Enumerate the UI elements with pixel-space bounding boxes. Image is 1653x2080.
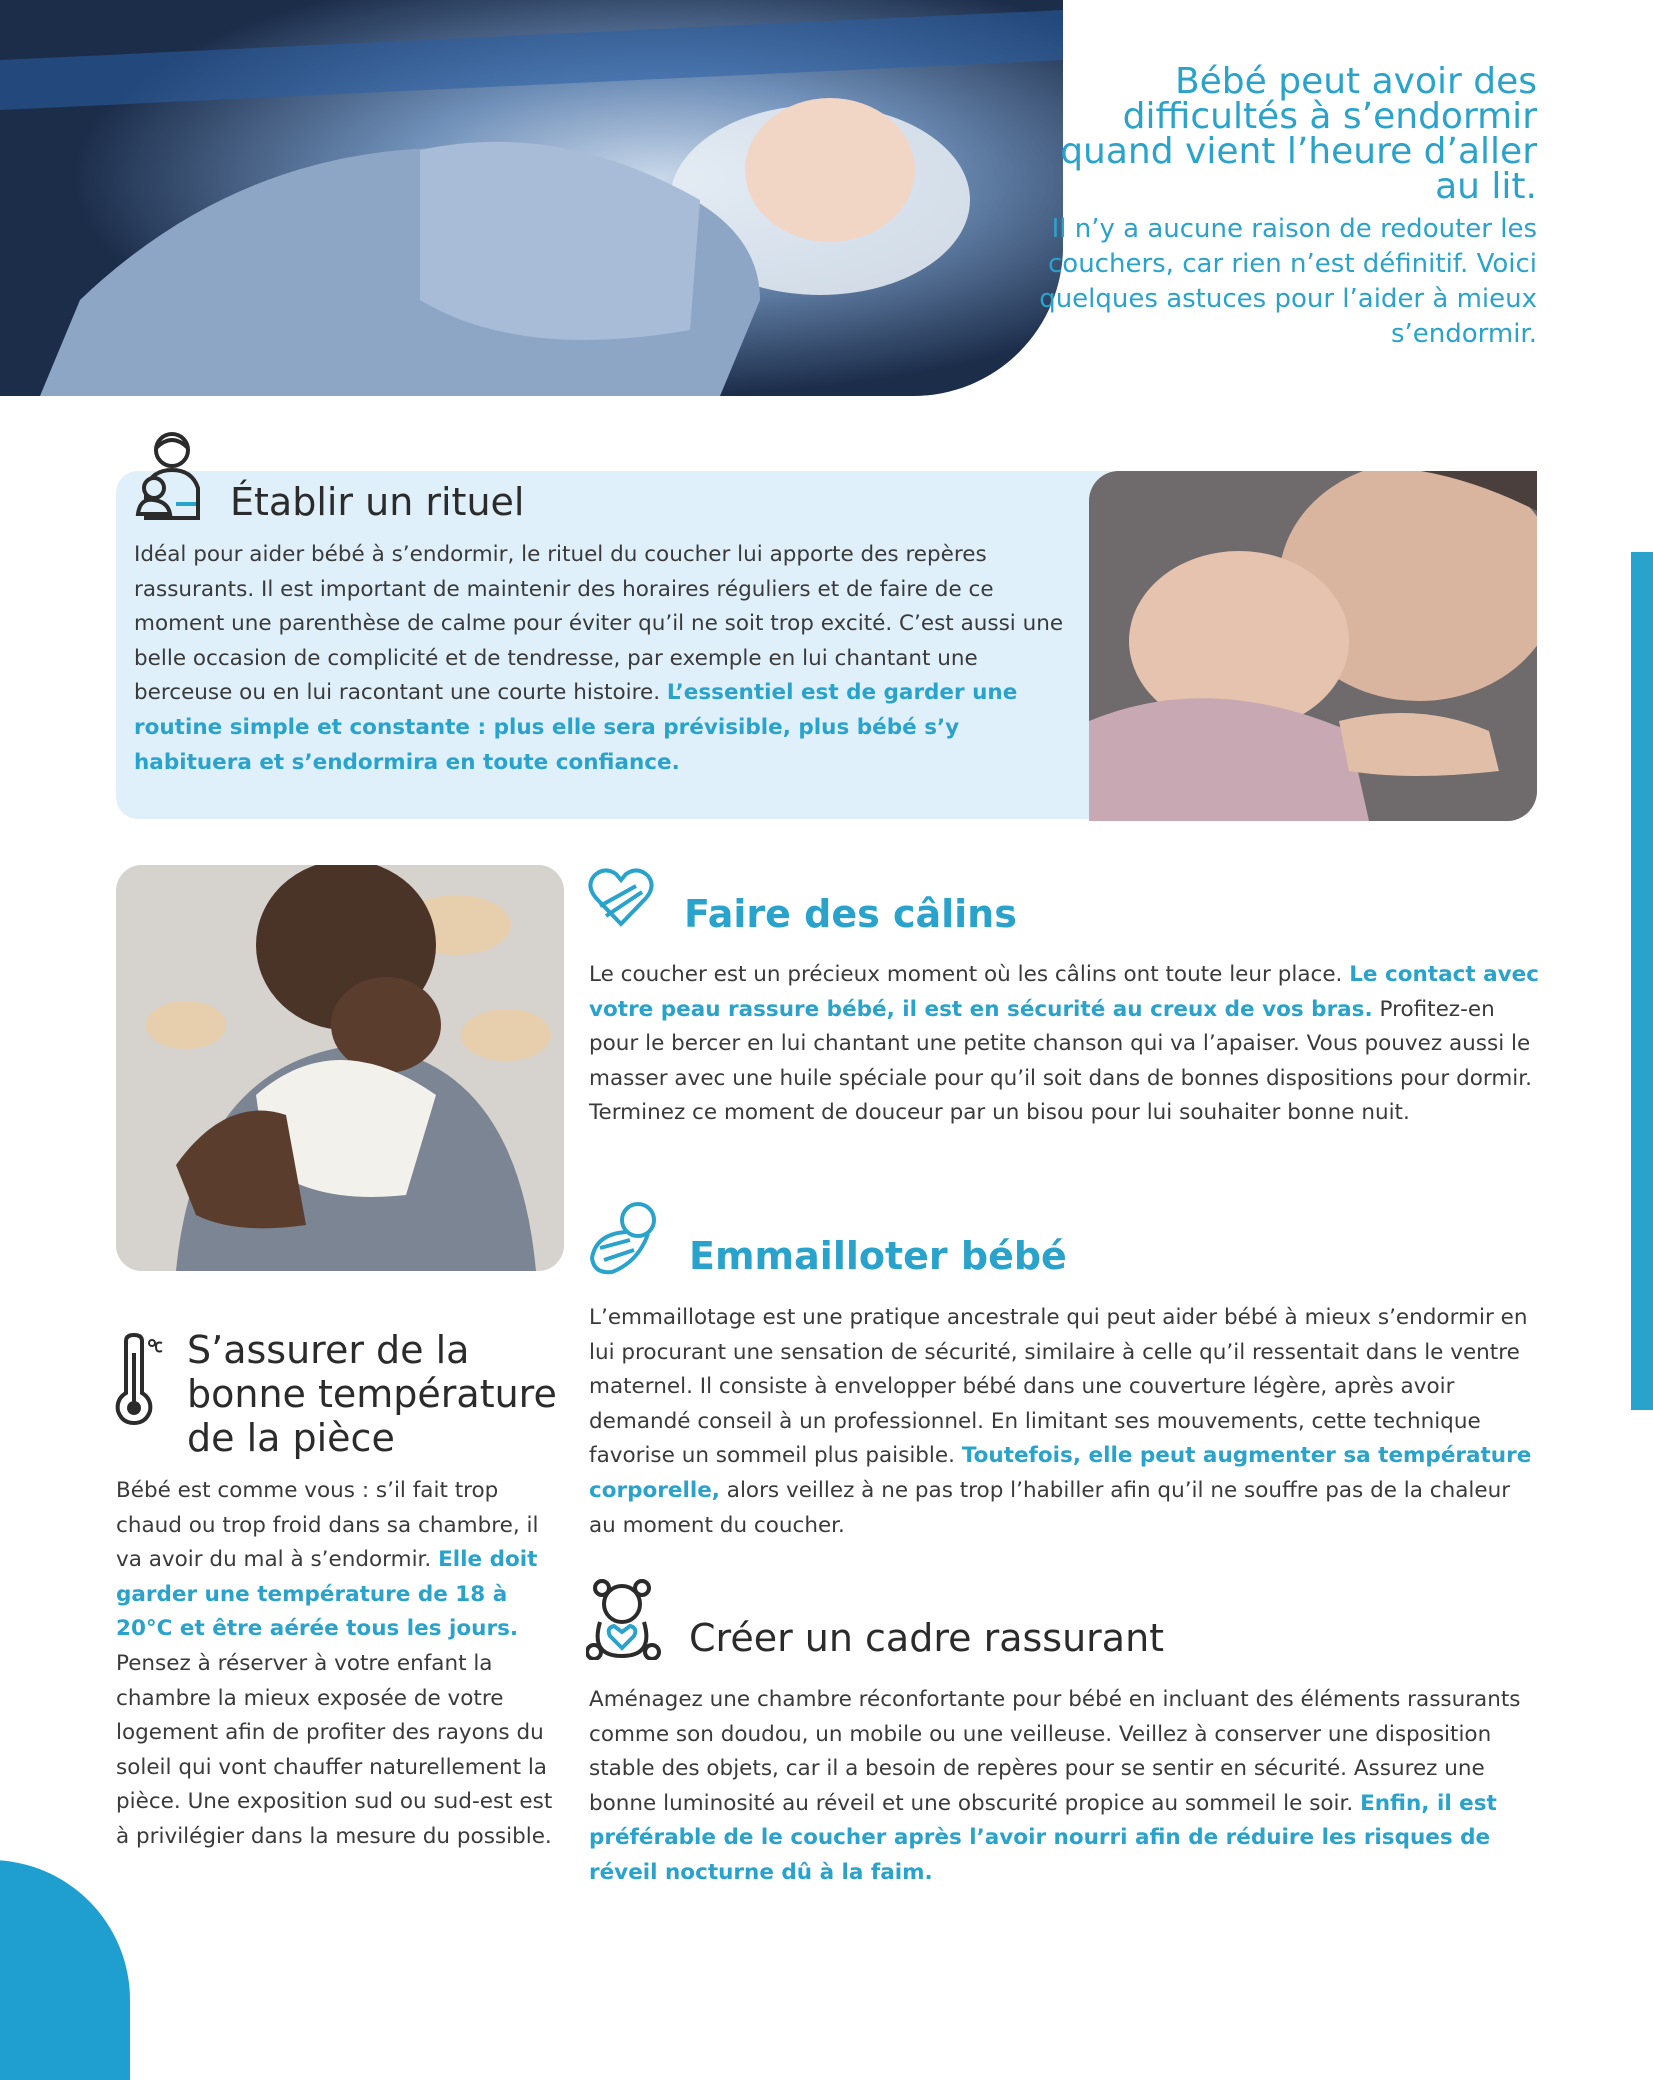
accent-bar — [1631, 552, 1653, 1410]
temperature-body-1: Bébé est comme vous : s’il fait trop chaud ou trop froid dans sa chambre, il va avoir du mal à s’endormir. — [116, 1478, 539, 1573]
intro-text: Il n’y a aucune raison de redouter les couchers, car rien n’est définitif. Voici quelques astuces pour l’aider à mieux s’endormir. — [1039, 214, 1537, 349]
calins-body-1: Le coucher est un précieux moment où les câlins ont toute leur place. — [589, 962, 1350, 987]
cadre-title: Créer un cadre rassurant — [689, 1616, 1165, 1660]
hero-photo-sleeping-baby — [0, 0, 1063, 396]
calins-body-2: Profitez-en pour le bercer en lui chantant une petite chanson qui va l’apaiser. Vous pouvez aussi le masser avec une huile spéciale pour qu’il soit dans de bonnes dispositions pour dormir. Terminez ce moment de douceur par un bisou pour lui souhaiter bonne nuit. — [589, 996, 1532, 1126]
sleeping-baby-illustration — [0, 0, 1063, 396]
calins-title: Faire des câlins — [684, 892, 1017, 936]
mother-baby-icon — [130, 428, 206, 520]
temperature-title: S’assurer de la bonne température de la pièce — [187, 1328, 557, 1460]
cadre-highlight: Enfin, il est préférable de le coucher après l’avoir nourri afin de réduire les risques de réveil nocturne dû à la faim. — [589, 1790, 1497, 1885]
emmailloter-title: Emmailloter bébé — [689, 1234, 1067, 1278]
emmailloter-text — [589, 1301, 1539, 1543]
cadre-body-1: Aménagez une chambre réconfortante pour bébé en incluant des éléments rassurants comme son doudou, un mobile ou une veilleuse. Veillez à conserver une disposition stable des objets, car il a besoin de repères pour se sentir en sécurité. Assurez une bonne luminosité au réveil et une obscurité propice au sommeil le soir. — [589, 1687, 1521, 1816]
intro-title: Bébé peut avoir des difficultés à s’endormir quand vient l’heure d’aller au lit. — [1060, 61, 1537, 207]
mother-baby-illustration — [1089, 471, 1537, 821]
temperature-body-2: Pensez à réserver à votre enfant la chambre la mieux exposée de votre logement afin de profiter des rayons du soleil qui vont chauffer naturellement la pièce. Une exposition sud ou sud-est est à privilégier dans la mesure du possible. — [116, 1650, 553, 1849]
father-baby-illustration — [116, 865, 564, 1271]
temperature-highlight: Elle doit garder une température de 18 à 20°C et être aérée tous les jours. — [116, 1547, 538, 1642]
father-baby-photo — [116, 865, 564, 1271]
calins-text — [589, 958, 1539, 1131]
teddy-bear-icon — [586, 1578, 662, 1660]
thermometer-icon — [114, 1333, 164, 1425]
mother-baby-photo — [1089, 471, 1537, 821]
swaddled-baby-icon — [586, 1198, 664, 1278]
hug-heart-icon — [586, 862, 656, 932]
rituel-body: Idéal pour aider bébé à s’endormir, le rituel du coucher lui apporte des repères rassurants. Il est important de maintenir des horaires réguliers et de faire de ce moment une parenthèse de calme pour éviter qu’il ne soit trop excité. C’est aussi une belle occasion de complicité et de tendresse, par exemple en lui chantant une berceuse ou en lui racontant une courte histoire. — [134, 542, 1064, 706]
rituel-highlight: L’essentiel est de garder une routine simple et constante : plus elle sera prévisible, plus bébé s’y habituera et s’endormira en toute confiance. — [134, 680, 1018, 775]
corner-decoration — [0, 1860, 130, 2080]
emmailloter-body-1: L’emmaillotage est une pratique ancestrale qui peut aider bébé à mieux s’endormir en lui procurant une sensation de sécurité, similaire à celle qu’il ressentait dans le ventre maternel. Il consiste à envelopper bébé dans une couverture légère, après avoir demandé conseil à un professionnel. En limitant ses mouvements, cette technique favorise un sommeil plus paisible. — [589, 1305, 1528, 1469]
cadre-text — [589, 1683, 1539, 1891]
emmailloter-highlight: Toutefois, elle peut augmenter sa température corporelle, — [589, 1443, 1532, 1503]
emmailloter-body-2: alors veillez à ne pas trop l’habiller afin qu’il ne souffre pas de la chaleur au moment du coucher. — [589, 1477, 1511, 1538]
rituel-text — [134, 538, 1070, 780]
rituel-title: Établir un rituel — [230, 480, 525, 524]
temperature-text — [116, 1474, 566, 1855]
calins-highlight: Le contact avec votre peau rassure bébé, il est en sécurité au creux de vos bras. — [589, 962, 1539, 1022]
